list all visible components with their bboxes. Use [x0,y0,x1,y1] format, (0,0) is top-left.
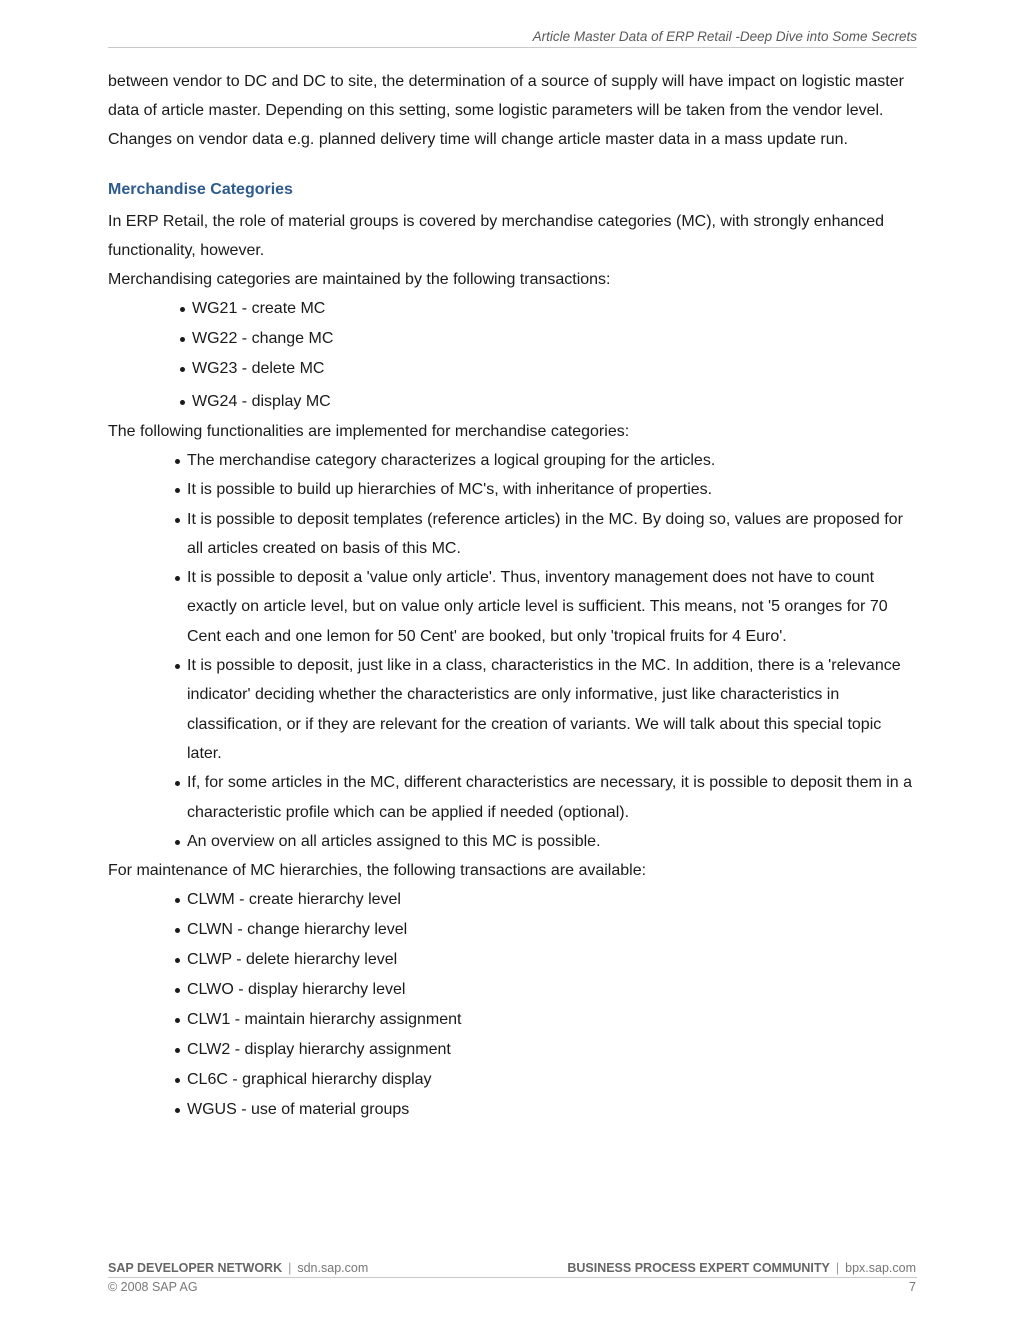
page-body [108,67,920,1125]
footer-separator: | [288,1261,292,1275]
list-item: WG23 - delete MC [192,354,920,384]
hierarchy-transactions-list [187,885,920,1125]
list-item: CLW2 - display hierarchy assignment [187,1035,920,1065]
intro-paragraph: between vendor to DC and DC to site, the determination of a source of supply will have impact on logistic master data of article master. Depending on this setting, some logistic parameters will be taken from the vendor level. Changes on vendor data e.g. planned delivery time will change article master data in a mass update run. [108,73,904,148]
list-item: CL6C - graphical hierarchy display [187,1065,920,1095]
paragraph-hierarchy-intro: For maintenance of MC hierarchies, the following transactions are available: [108,862,647,880]
list-item: It is possible to build up hierarchies of MC's, with inheritance of properties. [187,475,920,504]
list-item: CLWO - display hierarchy level [187,975,920,1005]
footer-sdn-title: SAP DEVELOPER NETWORK [108,1261,283,1275]
list-item: The merchandise category characterizes a logical grouping for the articles. [187,446,920,475]
list-item: WG21 - create MC [192,294,920,324]
transactions-list [192,294,920,417]
header-divider [108,47,917,48]
list-item: CLWP - delete hierarchy level [187,945,920,975]
list-item: CLW1 - maintain hierarchy assignment [187,1005,920,1035]
paragraph-functionalities-intro: The following functionalities are implemented for merchandise categories: [108,423,630,440]
page-number: 7 [909,1280,916,1294]
footer-bpx-link[interactable]: bpx.sap.com [845,1261,916,1275]
list-item: WG22 - change MC [192,324,920,354]
functionalities-list [187,446,920,856]
list-item: It is possible to deposit a 'value only article'. Thus, inventory management does not have to count exactly on article level, but on value only article level is sufficient. This means, not '5 oranges for 70 Cent each and one lemon for 50 Cent' are booked, but only 'tropical fruits for 4 Euro'. [187,563,920,651]
running-header: Article Master Data of ERP Retail -Deep Dive into Some Secrets [532,29,917,44]
list-item: CLWM - create hierarchy level [187,885,920,915]
footer-divider [108,1277,917,1278]
paragraph-mc-role: In ERP Retail, the role of material groups is covered by merchandise categories (MC), with strongly enhanced functionality, however. [108,213,885,259]
list-item: An overview on all articles assigned to this MC is possible. [187,827,920,856]
list-item: It is possible to deposit templates (reference articles) in the MC. By doing so, values are proposed for all articles created on basis of this MC. [187,505,920,564]
list-item: CLWN - change hierarchy level [187,915,920,945]
list-item: WG24 - display MC [192,387,920,417]
footer-sdn-link[interactable]: sdn.sap.com [297,1261,369,1275]
list-item: WGUS - use of material groups [187,1095,920,1125]
footer-separator: | [835,1261,840,1275]
paragraph-transactions-intro: Merchandising categories are maintained by the following transactions: [108,271,611,288]
list-item: It is possible to deposit, just like in a class, characteristics in the MC. In addition, there is a 'relevance indicator' deciding whether the characteristics are only informative, just like characteristics in classification, or if they are relevant for the creation of variants. We will talk about this special topic later. [187,651,920,768]
footer-bpx-title: BUSINESS PROCESS EXPERT COMMUNITY [567,1261,830,1275]
section-heading: Merchandise Categories [108,181,293,198]
footer-bpx [567,1261,916,1275]
list-item: If, for some articles in the MC, different characteristics are necessary, it is possible to deposit them in a characteristic profile which can be applied if needed (optional). [187,768,920,827]
footer-copyright: © 2008 SAP AG [108,1280,198,1294]
footer-sdn [108,1261,368,1275]
